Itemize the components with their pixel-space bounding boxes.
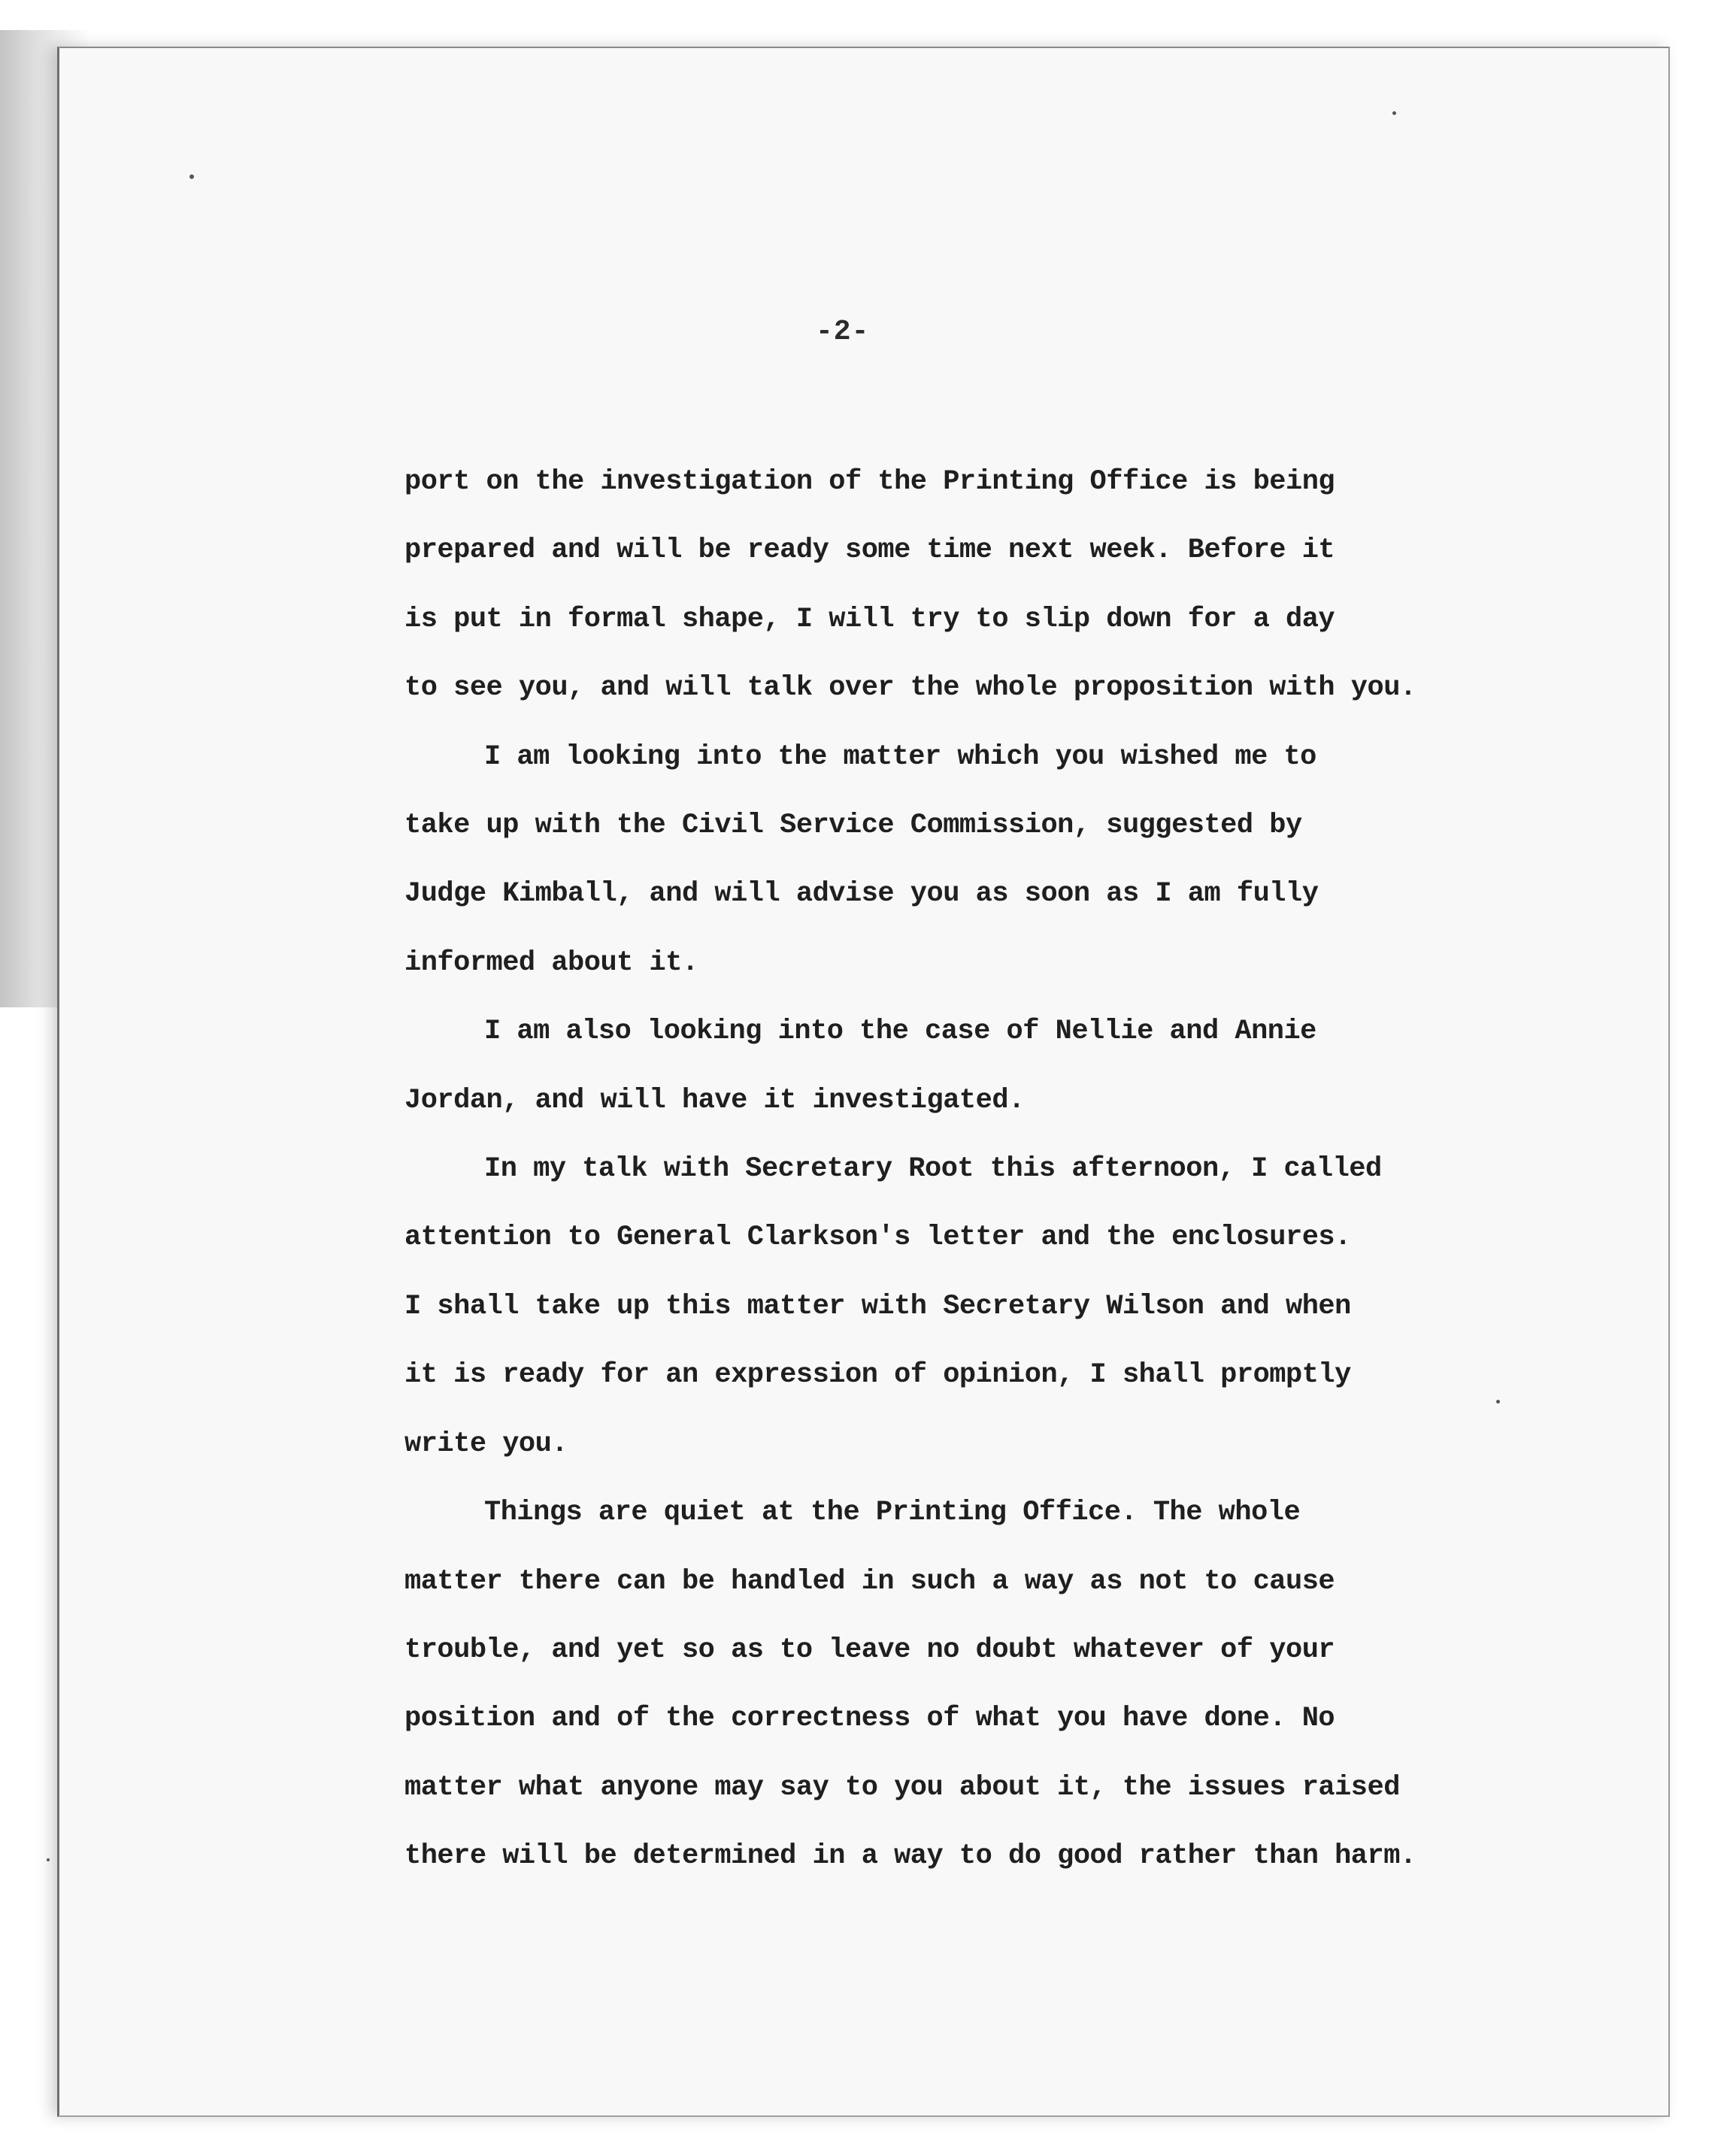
dust-speck: [1496, 1400, 1500, 1404]
paragraph-1: port on the investigation of the Printing Office is being prepared and will be ready some time next week. Before it is put in formal shape, I will try to slip down for a day to see you, and will talk over the whole proposition with you.: [404, 466, 1416, 704]
page-number: -2-: [816, 316, 870, 348]
dust-speck: [47, 1858, 50, 1861]
paragraph-3: I am also looking into the case of Nellie and Annie Jordan, and will have it investigated.: [404, 1016, 1316, 1116]
dust-speck: [1392, 111, 1396, 115]
dust-speck: [189, 174, 194, 179]
paragraph-4: In my talk with Secretary Root this afternoon, I called attention to General Clarkson's letter and the enclosures. I shall take up this matter with Secretary Wilson and when it is ready for an expression of opinion, I shall promptly write you.: [404, 1153, 1382, 1460]
paragraph-2: I am looking into the matter which you wished me to take up with the Civil Service Commission, suggested by Judge Kimball, and will advise you as soon as I am fully informed about it.: [404, 740, 1319, 979]
letter-body: [404, 448, 1457, 1891]
paragraph-5: Things are quiet at the Printing Office. The whole matter there can be handled in such a way as not to cause trouble, and yet so as to leave no doubt whatever of your position and of the correctness of what you have done. No matter what anyone may say to you about it, the issues raised there will be determined in a way to do good rather than harm.: [404, 1497, 1416, 1873]
